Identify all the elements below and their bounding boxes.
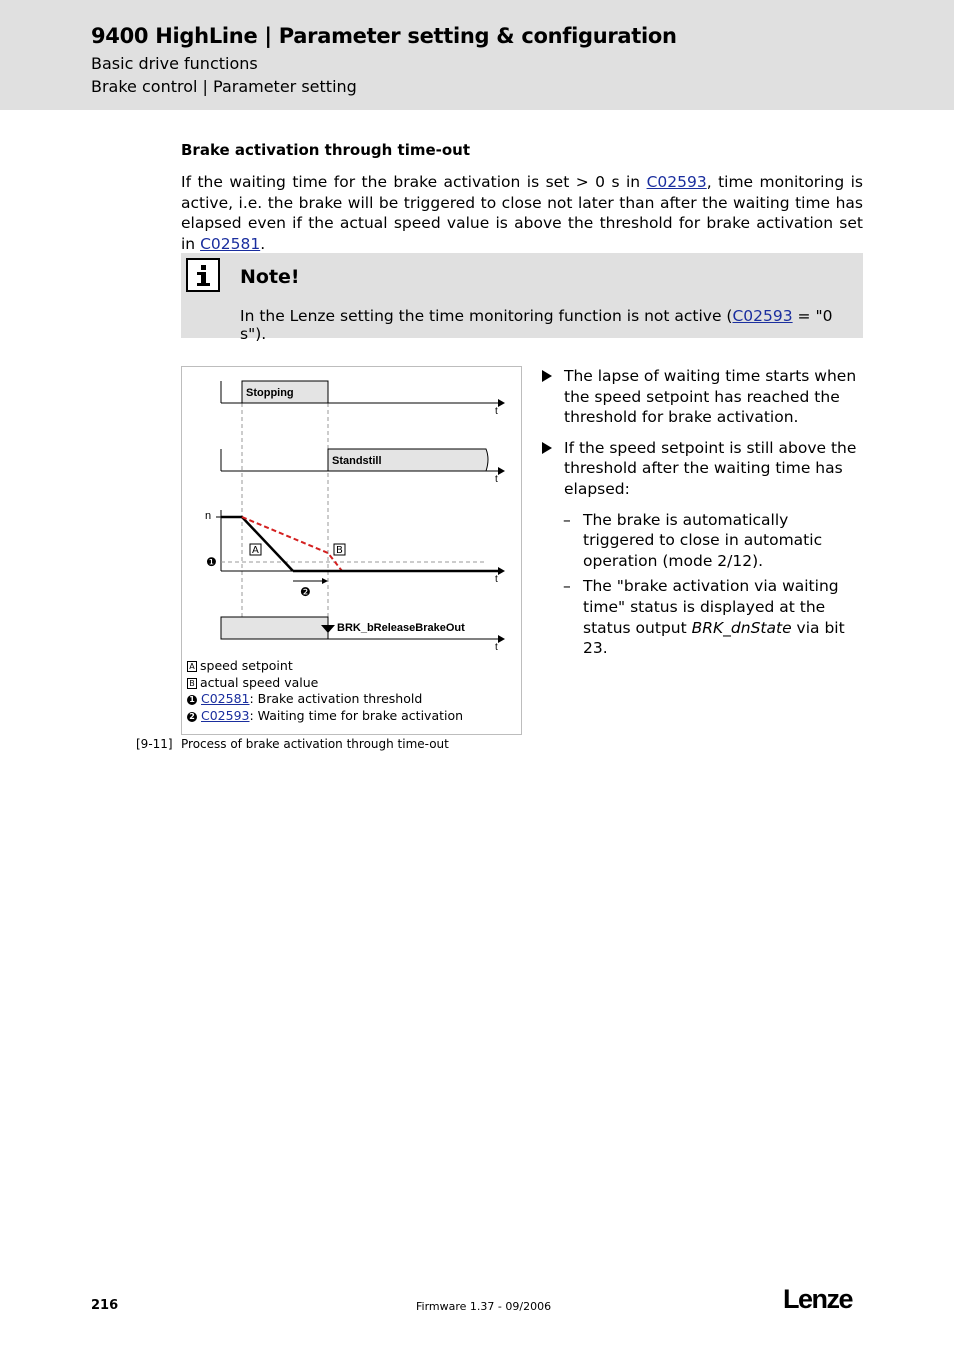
document-title: 9400 HighLine | Parameter setting & configuration bbox=[91, 24, 677, 48]
caption-number: [9-11] bbox=[136, 737, 173, 751]
link-c02581[interactable]: C02581 bbox=[200, 234, 261, 253]
sub-item-italic-term: BRK_dnState bbox=[691, 618, 792, 637]
n-label: n bbox=[205, 510, 212, 522]
standstill-t-label: t bbox=[495, 474, 498, 485]
standstill-arrowhead bbox=[498, 467, 505, 475]
firmware-version: Firmware 1.37 - 09/2006 bbox=[416, 1300, 552, 1313]
figure-legend bbox=[187, 658, 463, 725]
bullet-arrow-icon bbox=[542, 442, 552, 454]
intro-text-3: . bbox=[260, 234, 266, 253]
timing-diagram-figure bbox=[181, 366, 522, 735]
legend-link-c02593[interactable]: C02593 bbox=[201, 708, 250, 724]
speed-arrowhead bbox=[498, 567, 505, 575]
chapter-title: Basic drive functions bbox=[91, 54, 258, 73]
note-link-c02593[interactable]: C02593 bbox=[732, 307, 793, 325]
output-label: BRK_bReleaseBrakeOut bbox=[337, 622, 465, 634]
page-number: 216 bbox=[91, 1298, 119, 1313]
lenze-logo: Lenze bbox=[783, 1284, 853, 1314]
output-signal-block bbox=[221, 617, 328, 639]
legend-marker-2: 2 bbox=[187, 712, 197, 722]
threshold-marker: ❶ bbox=[206, 555, 217, 569]
note-text-before: In the Lenze setting the time monitoring function is not active ( bbox=[240, 307, 733, 325]
figure-caption bbox=[136, 737, 449, 751]
output-arrowhead bbox=[498, 635, 505, 643]
output-t-label: t bbox=[495, 642, 498, 653]
section-breadcrumb: Brake control | Parameter setting bbox=[91, 77, 357, 96]
sub-item-1 bbox=[542, 510, 862, 572]
header-band bbox=[0, 0, 954, 110]
label-b: B bbox=[336, 545, 343, 556]
sub-item-text-1: The brake is automatically triggered to close in automatic operation (mode 2/12). bbox=[583, 510, 823, 570]
legend-2-text: : Waiting time for brake activation bbox=[249, 708, 464, 724]
legend-a-text: speed setpoint bbox=[200, 658, 293, 673]
legend-b-box: B bbox=[187, 678, 197, 689]
legend-link-c02581[interactable]: C02581 bbox=[201, 691, 250, 707]
timing-diagram bbox=[182, 367, 523, 657]
intro-text-2: , time monitoring is active, i.e. the brake will be triggered to close not later than after the waiting time has elapsed even if the actual speed value is above the threshold for brake activation set in bbox=[181, 173, 863, 253]
legend-row-1 bbox=[187, 691, 463, 708]
standstill-label: Standstill bbox=[332, 455, 382, 467]
note-text-after: = "0 s"). bbox=[240, 307, 833, 343]
legend-row-a bbox=[187, 658, 463, 675]
bullet-list bbox=[542, 366, 862, 663]
waiting-time-marker: ❷ bbox=[300, 585, 311, 599]
link-c02593[interactable]: C02593 bbox=[646, 173, 707, 191]
legend-b-text: actual speed value bbox=[200, 674, 319, 690]
label-a: A bbox=[252, 545, 259, 556]
intro-text-1: If the waiting time for the brake activation is set > 0 s in bbox=[181, 173, 647, 191]
bullet-arrow-icon bbox=[542, 370, 552, 382]
sub-item-2 bbox=[542, 576, 862, 658]
legend-row-2 bbox=[187, 708, 463, 725]
note-box bbox=[181, 253, 863, 343]
info-icon bbox=[186, 258, 220, 292]
note-title: Note! bbox=[240, 266, 300, 288]
speed-t-label: t bbox=[495, 574, 498, 585]
stopping-label: Stopping bbox=[246, 387, 294, 399]
dash-marker: – bbox=[563, 577, 571, 596]
legend-row-b bbox=[187, 675, 463, 692]
sub-item-text-2b: via bit 23. bbox=[583, 618, 845, 658]
legend-a-box: A bbox=[187, 661, 197, 672]
caption-text: Process of brake activation through time-out bbox=[181, 737, 449, 751]
sub-item-text-2a: The "brake activation via waiting time" status is displayed at the status output bbox=[583, 577, 839, 637]
section-heading: Brake activation through time-out bbox=[181, 141, 471, 159]
bullet-item-2 bbox=[542, 438, 862, 500]
intro-paragraph bbox=[181, 172, 863, 254]
stopping-arrowhead bbox=[498, 399, 505, 407]
waiting-time-arrowhead bbox=[322, 578, 328, 584]
bullet-text-2: If the speed setpoint is still above the threshold after the waiting time has elapsed: bbox=[564, 438, 857, 498]
bullet-text-1: The lapse of waiting time starts when the speed setpoint has reached the threshold for brake activation. bbox=[564, 367, 857, 427]
stopping-t-label: t bbox=[495, 406, 498, 417]
legend-1-text: : Brake activation threshold bbox=[249, 691, 423, 707]
legend-marker-1: 1 bbox=[187, 695, 197, 705]
note-text bbox=[240, 307, 863, 343]
dash-marker: – bbox=[563, 510, 571, 529]
bullet-item-1 bbox=[542, 366, 862, 428]
